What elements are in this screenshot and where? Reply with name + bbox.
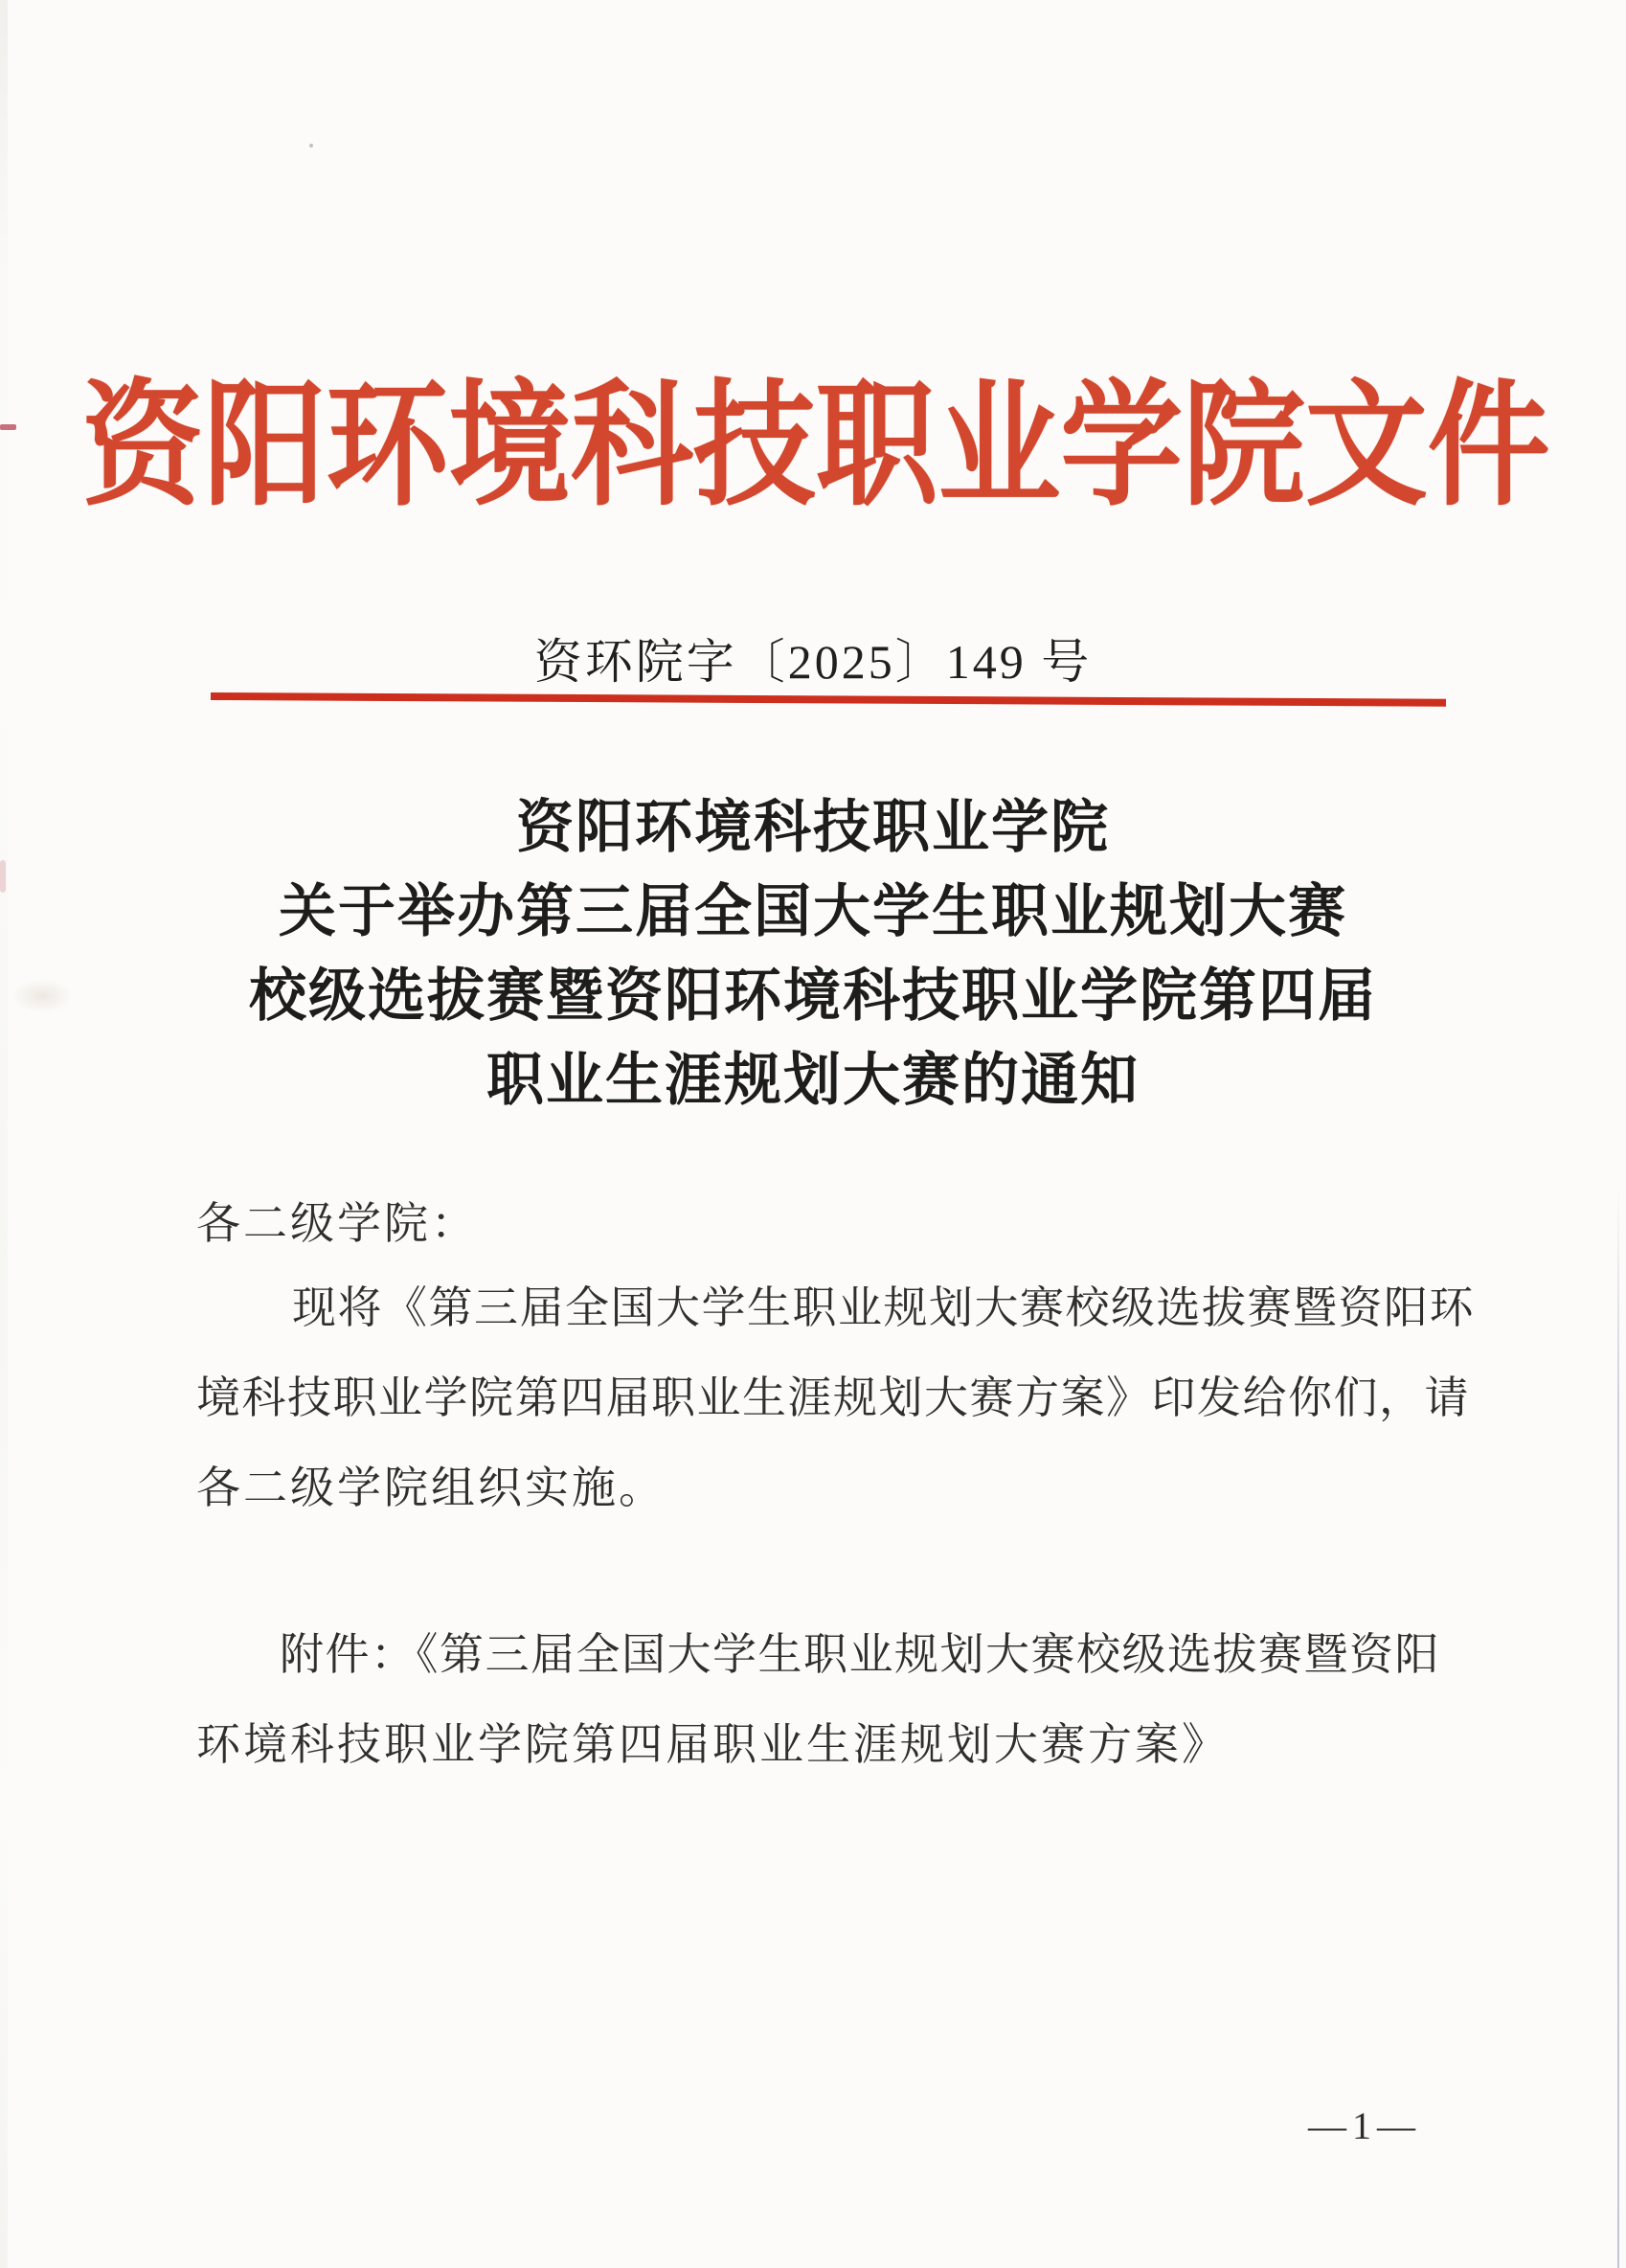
document-header-title: 资阳环境科技职业学院文件 (80, 371, 1550, 522)
page-number: —1— (1308, 2104, 1421, 2147)
body-paragraph-line: 境科技职业学院第四届职业生涯规划大赛方案》印发给你们，请 (196, 1373, 1470, 1422)
salutation: 各二级学院： (196, 1199, 478, 1248)
notice-title-line-2: 关于举办第三届全国大学生职业规划大赛 (279, 880, 1347, 943)
scan-speck-artifact (309, 144, 313, 147)
scan-vertical-line-artifact (1617, 1186, 1619, 2268)
attachment-line: 附件：《第三届全国大学生职业规划大赛校级选拔赛暨资阳 (280, 1630, 1440, 1679)
scan-edge-artifact (0, 0, 8, 2268)
body-paragraph-line: 各二级学院组织实施。 (196, 1463, 666, 1512)
red-separator-rule (211, 692, 1446, 707)
attachment-line: 环境科技职业学院第四届职业生涯规划大赛方案》 (196, 1720, 1229, 1769)
notice-title-line-4: 职业生涯规划大赛的通知 (486, 1049, 1140, 1112)
notice-title-line-3: 校级选拔赛暨资阳环境科技职业学院第四届 (249, 964, 1377, 1028)
scan-red-mark-artifact (0, 424, 16, 430)
body-paragraph-line: 现将《第三届全国大学生职业规划大赛校级选拔赛暨资阳环 (292, 1283, 1475, 1332)
document-number: 资环院字〔2025〕149 号 (533, 635, 1093, 689)
notice-title-line-1: 资阳环境科技职业学院 (516, 796, 1110, 859)
notice-title (0, 785, 1626, 1123)
